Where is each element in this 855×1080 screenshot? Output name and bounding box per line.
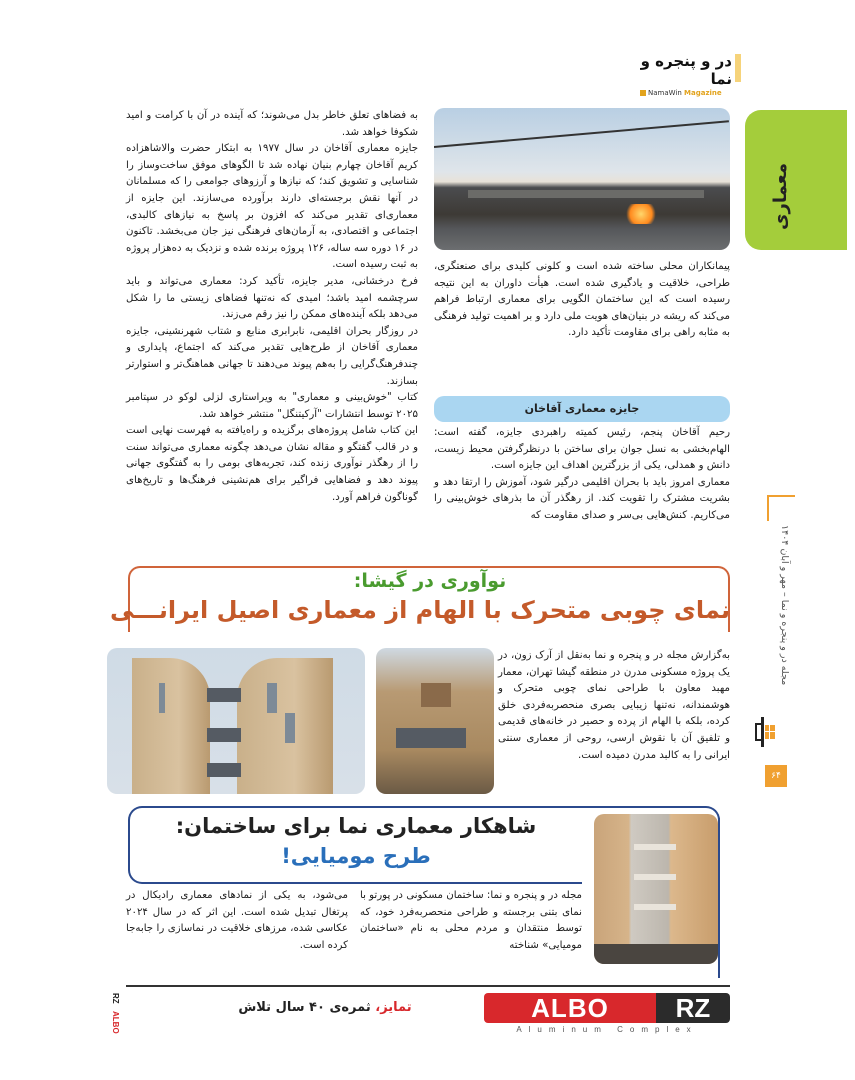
photo-aga-khan-pavilion (434, 108, 730, 250)
paragraph: فرخ درخشانی، مدیر جایزه، تأکید کرد: معماری می‌تواند و باید سرچشمه امید باشد؛ امیدی که نه‌تنها فضاهای زیستی ما را شکل می‌دهد بلکه آینده‌های ممکن را نیز رقم می‌زند. (126, 275, 418, 321)
photo-balcony (421, 683, 451, 707)
article-column-right (434, 259, 730, 342)
photo-balcony (396, 728, 466, 748)
magazine-logo (640, 52, 732, 97)
mummy-frame-side (718, 818, 720, 978)
page-number: ۶۴ (765, 765, 787, 787)
paragraph: جایزه معماری آقاخان در سال ۱۹۷۷ به ابتکار حضرت والاشاهزاده کریم آقاخان چهارم بنیان نهاده شد تا الگوهای موفق ساخت‌وساز را شناسایی و تشویق کند؛ که نیازها و آرزوهای جوامعی را که مسلمانان در آنها نقش برجسته‌ای دارند برآورده می‌سازند. این جایزه از معماری‌ای تقدیر می‌کند که افزون بر پاسخ به نیازهای کالبدی، اجتماعی و اقتصادی، به آرمان‌های فرهنگی نیز جان می‌بخشد. تاکنون در ۱۶ دوره سه ساله، ۱۲۶ پروژه برنده شده و نزدیک به ده‌هزار پروژه به ثبت رسیده است. (126, 143, 418, 271)
paragraph: در روزگار بحران اقلیمی، نابرابری منابع و شتاب شهرنشینی، جایزه معماری آقاخان از طرح‌هایی تقدیر می‌کند که اجتماع، پایداری و چندفرهنگ‌گرایی را به‌هم پیوند می‌دهند تا جهانی هماهنگ‌تر و استوارتر بسازند. (126, 325, 418, 387)
gisha-headline-frame (109, 566, 730, 632)
award-subheading: جایزه معماری آقاخان (434, 396, 730, 422)
photo-wire (434, 120, 729, 148)
logo-square-icon (640, 90, 646, 96)
paragraph: این کتاب شامل پروژه‌های برگزیده و راه‌یافته به فهرست نهایی است و در قالب گفتگو و مقاله نشان می‌دهد چگونه معماری می‌تواند سنت را از رهگذر نوآوری زنده کند، تجربه‌های بومی را به گفتگوی جهانی پیوند دهد و فضاهایی فراگیر برای هم‌نشینی فرهنگ‌ها و تاریخ‌های گوناگون فراهم آورد. (126, 425, 418, 503)
paragraph: پیمانکاران محلی ساخته شده است و کلونی کلیدی برای صنعتگری، طراحی، خلاقیت و یادگیری شده است. هیأت داوران به این نتیجه رسیده است که این ساختمان الگویی برای معماری ارتباط فراهم می‌کند که ریشه در بنیان‌های هویت ملی دارد و بر اهمیت تولید فرهنگی به مثابه راهی برای مقاومت تأکید دارد. (434, 261, 730, 339)
paragraph: معماری امروز باید با بحران اقلیمی درگیر شود، آموزش را ارتقا دهد و بشریت مشترک را تقویت کند. از رهگذر آن ما بذرهای خوش‌بینی را می‌کاریم. کنش‌هایی بی‌سر و صدای مقاومت که (434, 476, 730, 521)
photo-window (285, 713, 295, 743)
photo-concrete-band (634, 874, 676, 880)
photo-balcony (207, 728, 241, 742)
mummy-headline-frame (128, 806, 582, 884)
logo-brand: NamaWin (648, 89, 682, 97)
slogan-text: ثمره‌ی ۴۰ سال تلاش (238, 1000, 376, 1015)
photo-window (159, 683, 165, 713)
logo-english-text (640, 88, 732, 98)
slogan-highlight: تمایز، (375, 1000, 412, 1015)
photo-tower-left (132, 658, 210, 794)
article-column-award (434, 425, 730, 525)
window-icon (755, 717, 777, 747)
alborz-logo (484, 993, 730, 1037)
side-bracket-line-vertical (767, 495, 769, 521)
section-tab-label: معماری (770, 163, 791, 230)
paragraph: کتاب "خوش‌بینی و معماری" به ویراستاری لزلی لوکو در سپتامبر ۲۰۲۵ توسط انتشارات "آرکیتنگل" منتشر خواهد شد. (126, 392, 418, 420)
photo-gisha-facade-close (376, 648, 494, 794)
photo-mummy-building (594, 814, 718, 964)
paragraph: رحیم آقاخان پنجم، رئیس کمیته راهبردی جایزه، گفته است: الهام‌بخشی به نسل جوان برای ساختن با درنظرگرفتن محیط زیست، دانش و همدلی، یکی از بزرگترین اهداف این جایزه است. (434, 427, 730, 472)
photo-street-level (594, 944, 718, 964)
alborz-mini-logo (110, 993, 120, 1041)
photo-sun-glow (624, 204, 658, 224)
logo-magazine: Magazine (684, 89, 722, 97)
alborz-logo-red: ALBO (484, 993, 656, 1023)
mini-logo-red: ALBO (111, 1011, 120, 1034)
mummy-article-body-left: می‌شود، به یکی از نمادهای معماری رادیکال در پرتغال تبدیل شده است. این اثر که در سال ۲۰۲۴ عکاسی شده، مرزهای خلاقیت در نماسازی را جابه‌جا کرده است. (126, 890, 348, 951)
logo-persian-text: در و پنجره و نما (640, 52, 732, 88)
gisha-article-body: به‌گزارش مجله در و پنجره و نما به‌نقل از آرک زون، در یک پروژه مسکونی مدرن در منطقه گیشا تهران، معمار مهبد معاون با طراحی نمای چوبی متحرک و هوشمندانه، نه‌تنها زیبایی بصری منحصربه‌فردی خلق کرده، بلکه با الهام از پرده و حصیر در خانه‌های قدیمی و تلفیق آن با نقوش ارسی، روحی از معماری سنتی ایرانی را به کالبد مدرن دمیده است. (498, 650, 730, 761)
footer-divider (126, 985, 730, 987)
gisha-title: نمای چوبی متحرک با الهام از معماری اصیل ایرانـــی (109, 596, 730, 624)
photo-gisha-facade-wide (107, 648, 365, 794)
mini-logo-dark: RZ (111, 993, 120, 1004)
section-tab-architecture (745, 110, 847, 250)
photo-balcony (207, 763, 241, 777)
footer-slogan (200, 1000, 450, 1015)
running-head: مجله در و پنجره و نما – مهر و آبان ۱۴۰۴ (779, 525, 790, 686)
alborz-logo-subtitle: Aluminum Complex (516, 1025, 698, 1034)
side-bracket-line (767, 495, 795, 497)
photo-concrete-band (634, 844, 676, 850)
mummy-title: شاهکار معماری نما برای ساختمان: (175, 814, 537, 838)
photo-roof (468, 190, 704, 198)
mummy-subtitle: طرح مومیایی! (281, 844, 431, 868)
paragraph: به فضاهای تعلق خاطر بدل می‌شوند؛ که آینده در آن با کرامت و امید شکوفا خواهد شد. (126, 110, 418, 138)
photo-window (267, 683, 277, 713)
photo-concrete-band (634, 904, 676, 910)
logo-accent-bar (735, 54, 741, 82)
mummy-article-body-right: مجله در و پنجره و نما: ساختمان مسکونی در پورتو با نمای بتنی برجسته و طراحی منحصربه‌فرد خود، که توسط منتقدان و مردم محلی به نام «ساختمان مومیایی» شناخته (359, 890, 582, 951)
gisha-kicker: نوآوری در گیشا: (353, 570, 507, 592)
photo-balcony (207, 688, 241, 702)
alborz-logo-dark: RZ (656, 993, 730, 1023)
article-column-left (126, 108, 418, 506)
